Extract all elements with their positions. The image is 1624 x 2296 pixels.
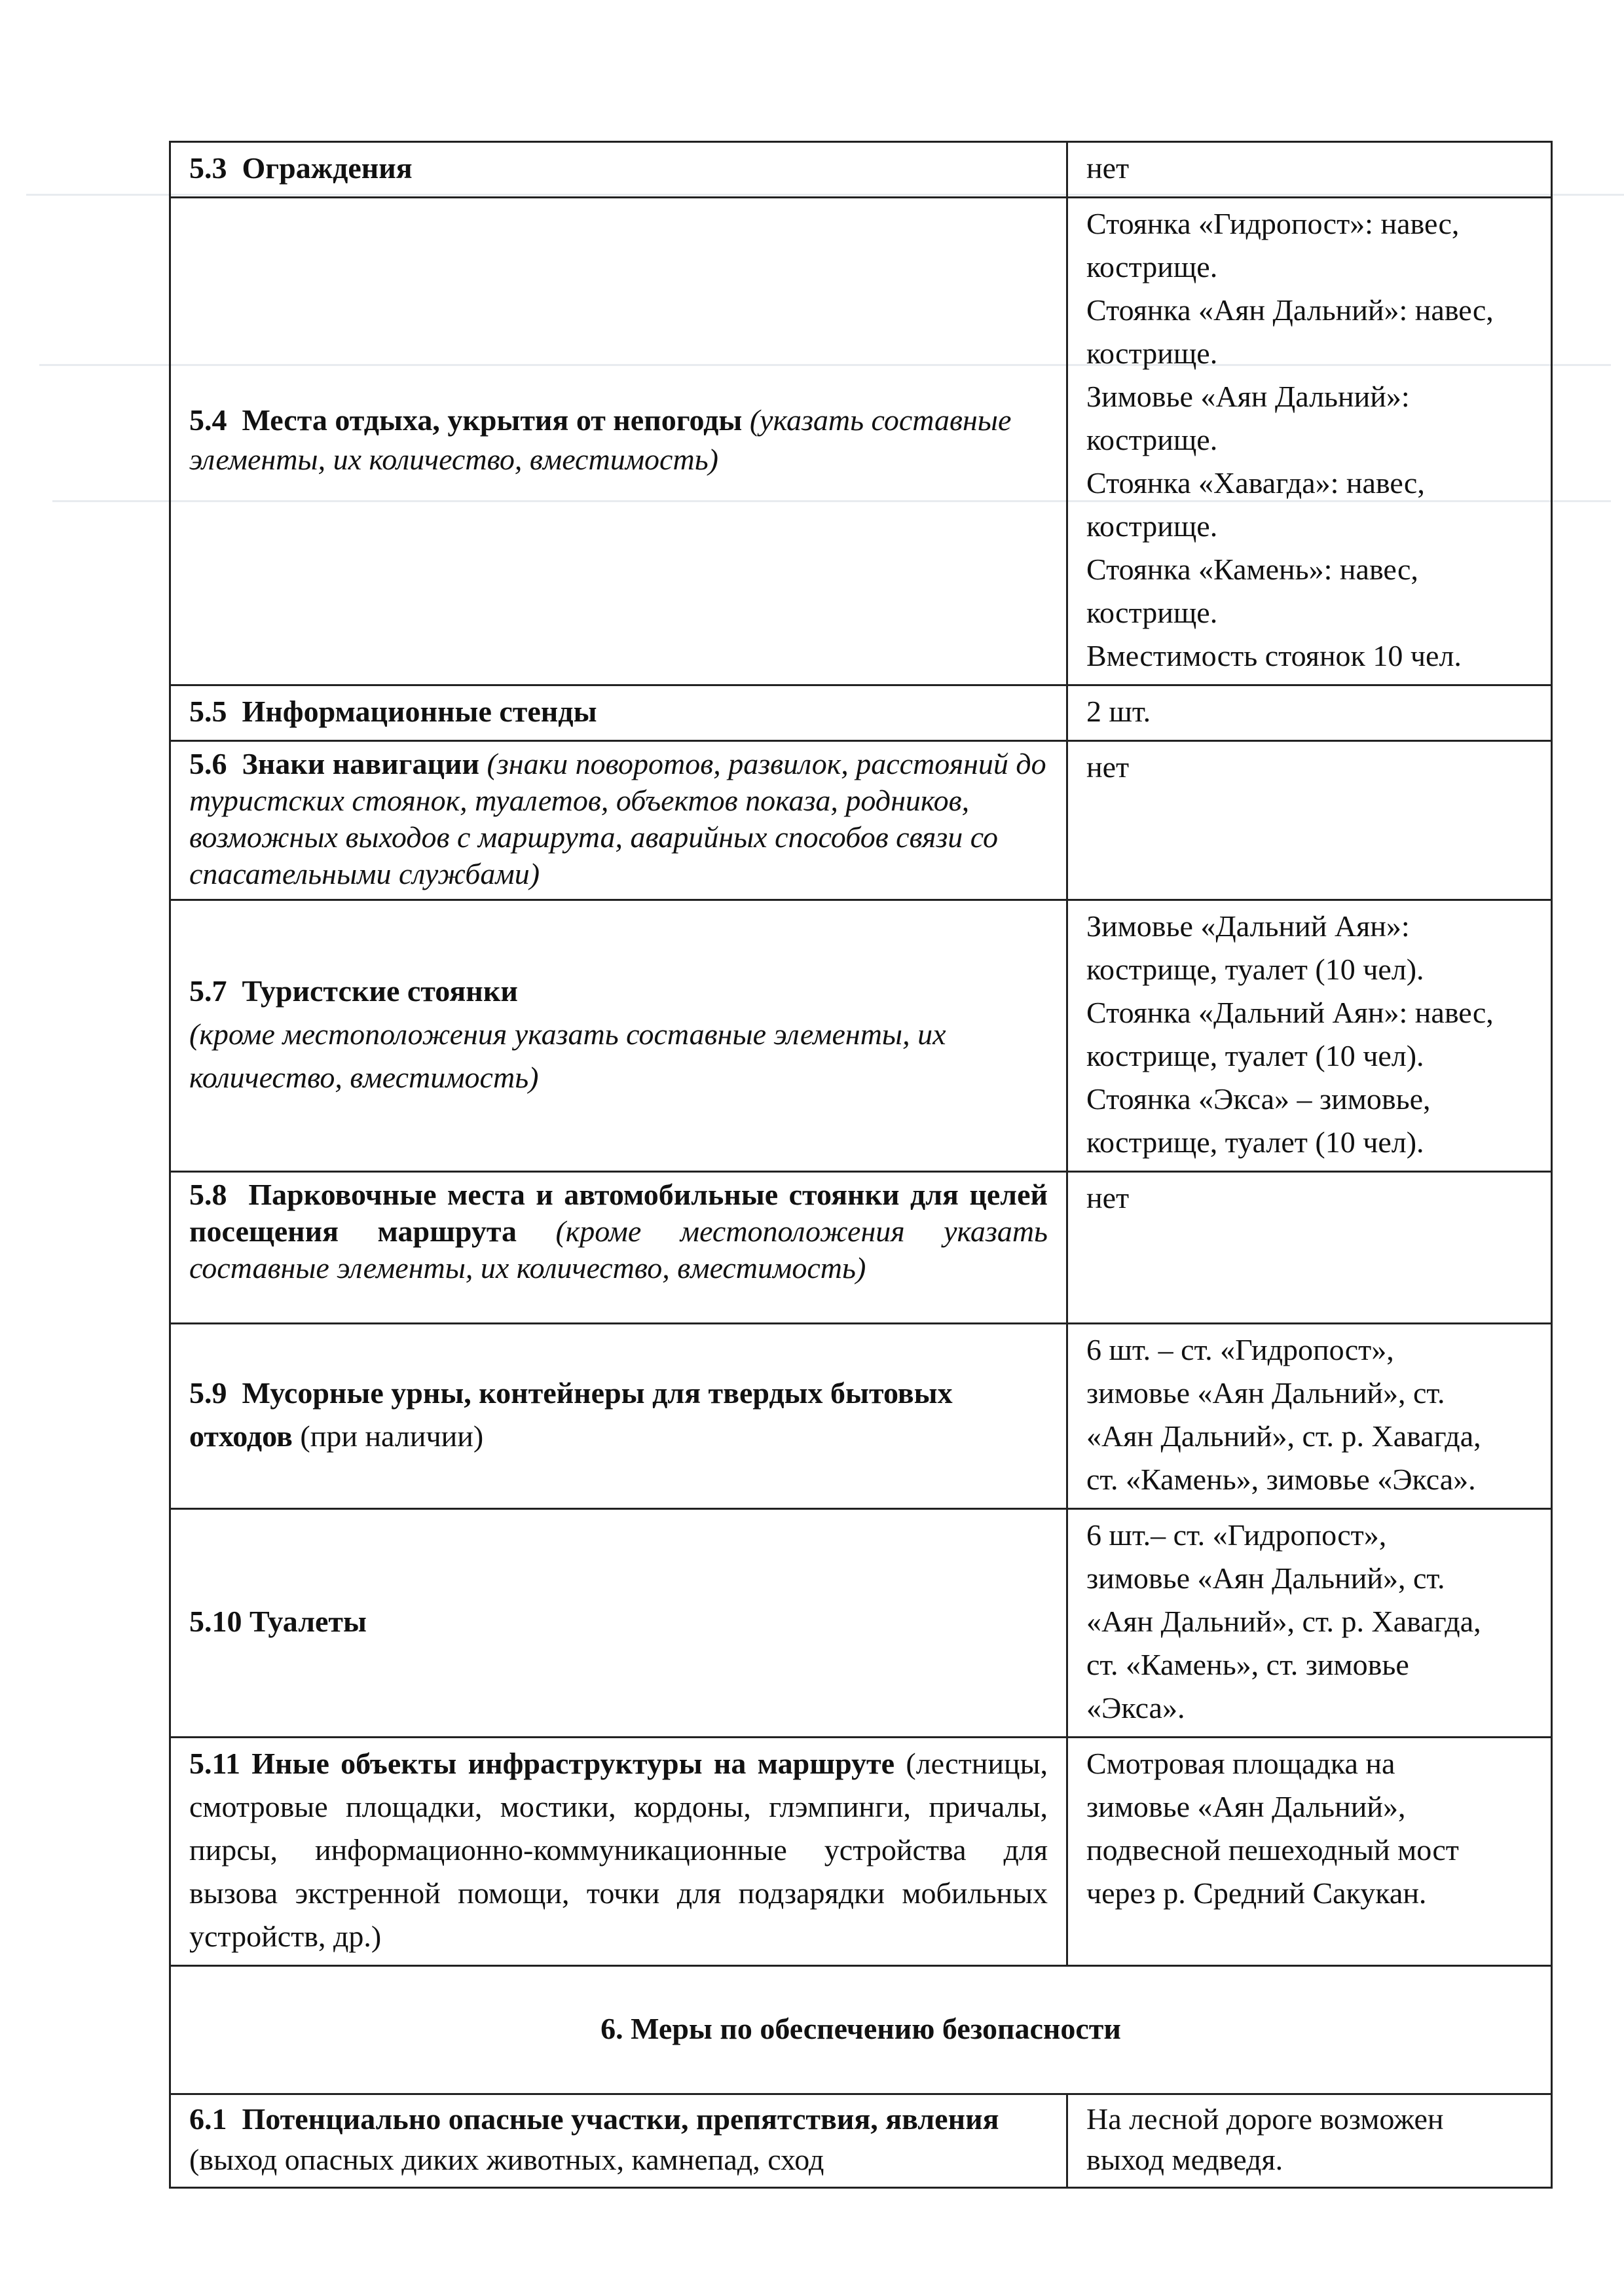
table-row <box>170 1324 1552 1509</box>
value-line: «Аян Дальний», ст. р. Хавагда, <box>1086 1419 1481 1453</box>
table-row <box>170 198 1552 685</box>
value-line: Стоянка «Дальний Аян»: навес, <box>1086 996 1494 1029</box>
row-label-cell <box>170 741 1067 900</box>
value-line: нет <box>1086 151 1130 185</box>
row-label-cell <box>170 1738 1067 1966</box>
row-label-cell <box>170 198 1067 685</box>
row-note: (указать составные элементы, их количество, вместимость) <box>189 403 1012 476</box>
row-value-cell <box>1067 1172 1552 1324</box>
row-label-cell <box>170 142 1067 198</box>
row-number: 6.1 <box>189 2102 227 2136</box>
row-number: 5.10 <box>189 1605 242 1638</box>
table-row <box>170 1509 1552 1738</box>
value-line: «Аян Дальний», ст. р. Хавагда, <box>1086 1605 1481 1638</box>
value-line: кострище, туалет (10 чел). <box>1086 953 1424 986</box>
row-label-cell <box>170 1324 1067 1509</box>
value-line: Стоянка «Камень»: навес, <box>1086 553 1418 586</box>
row-number: 5.7 <box>189 974 227 1008</box>
row-value-cell <box>1067 1324 1552 1509</box>
row-number: 5.9 <box>189 1376 227 1410</box>
value-line: Стоянка «Хавагда»: навес, <box>1086 466 1425 500</box>
table-row <box>170 685 1552 741</box>
row-note: (при наличии) <box>300 1419 484 1453</box>
value-line: нет <box>1086 750 1130 784</box>
value-line: 6 шт.– ст. «Гидропост», <box>1086 1518 1387 1552</box>
value-line: кострище. <box>1086 337 1218 370</box>
value-line: 6 шт. – ст. «Гидропост», <box>1086 1333 1394 1366</box>
row-value-cell <box>1067 900 1552 1172</box>
value-line: На лесной дороге возможен <box>1086 2102 1444 2136</box>
row-value-cell <box>1067 198 1552 685</box>
value-line: 2 шт. <box>1086 695 1151 728</box>
value-line: Зимовье «Дальний Аян»: <box>1086 909 1410 943</box>
section-heading-row <box>170 1966 1552 2094</box>
row-title: Потенциально опасные участки, препятствия, явления <box>242 2102 999 2136</box>
row-number: 5.6 <box>189 747 227 780</box>
row-number: 5.8 <box>189 1178 227 1211</box>
value-line: через р. Средний Сакукан. <box>1086 1876 1427 1910</box>
value-line: ст. «Камень», ст. зимовье <box>1086 1648 1409 1681</box>
row-number: 5.4 <box>189 403 227 437</box>
row-note: (лестницы, смотровые площадки, мостики, кордоны, глэмпинги, причалы, пирсы, информационно-коммуникационные устройства для вызова экстренной помощи, точки для подзарядки мобильных устройств, др.) <box>189 1747 1048 1953</box>
row-title: Ограждения <box>242 151 413 185</box>
table-row <box>170 900 1552 1172</box>
value-line: Зимовье «Аян Дальний»: <box>1086 380 1410 413</box>
table-row <box>170 2094 1552 2188</box>
value-line: Смотровая площадка на <box>1086 1747 1395 1780</box>
value-line: кострище, туалет (10 чел). <box>1086 1039 1424 1072</box>
row-value-cell <box>1067 1738 1552 1966</box>
value-line: кострище. <box>1086 509 1218 543</box>
row-title: Иные объекты инфраструктуры на маршруте <box>251 1747 895 1780</box>
value-line: Стоянка «Экса» – зимовье, <box>1086 1082 1431 1116</box>
value-line: Стоянка «Аян Дальний»: навес, <box>1086 293 1494 327</box>
row-number: 5.3 <box>189 151 227 185</box>
row-label-cell <box>170 1509 1067 1738</box>
infrastructure-table <box>169 141 1553 2189</box>
value-line: Стоянка «Гидропост»: навес, <box>1086 207 1460 240</box>
value-line: ст. «Камень», зимовье «Экса». <box>1086 1463 1476 1496</box>
value-line: кострище. <box>1086 596 1218 629</box>
row-title: Места отдыха, укрытия от непогоды <box>242 403 743 437</box>
row-title: Знаки навигации <box>242 747 480 780</box>
value-line: зимовье «Аян Дальний», <box>1086 1790 1406 1823</box>
row-note: (кроме местоположения указать составные элементы, их количество, вместимость) <box>189 1214 1048 1285</box>
row-title: Парковочные места и автомобильные стоянки для целей посещения маршрута <box>189 1178 1048 1248</box>
section-heading: 6. Меры по обеспечению безопасности <box>170 1966 1552 2094</box>
row-label-cell <box>170 2094 1067 2188</box>
value-line: кострище, туалет (10 чел). <box>1086 1125 1424 1159</box>
row-note: (кроме местоположения указать составные элементы, их количество, вместимость) <box>189 1017 946 1094</box>
row-title: Информационные стенды <box>242 695 597 728</box>
row-note: (выход опасных диких животных, камнепад, сход <box>189 2143 824 2176</box>
value-line: кострище. <box>1086 423 1218 456</box>
row-label-cell <box>170 685 1067 741</box>
value-line: подвесной пешеходный мост <box>1086 1833 1459 1867</box>
row-value-cell <box>1067 741 1552 900</box>
table-row <box>170 1738 1552 1966</box>
row-value-cell <box>1067 2094 1552 2188</box>
row-title: Туалеты <box>249 1605 367 1638</box>
value-line: кострище. <box>1086 250 1218 283</box>
table-row <box>170 142 1552 198</box>
value-line: зимовье «Аян Дальний», ст. <box>1086 1376 1445 1410</box>
row-number: 5.11 <box>189 1747 240 1780</box>
row-label-cell <box>170 1172 1067 1324</box>
row-title: Мусорные урны, контейнеры для твердых бытовых отходов <box>189 1376 953 1453</box>
row-value-cell <box>1067 685 1552 741</box>
value-line: нет <box>1086 1181 1130 1214</box>
table-row <box>170 1172 1552 1324</box>
value-line: Вместимость стоянок 10 чел. <box>1086 639 1462 672</box>
row-value-cell <box>1067 142 1552 198</box>
row-value-cell <box>1067 1509 1552 1738</box>
table-row <box>170 741 1552 900</box>
row-number: 5.5 <box>189 695 227 728</box>
row-title: Туристские стоянки <box>242 974 518 1008</box>
value-line: выход медведя. <box>1086 2143 1283 2176</box>
value-line: зимовье «Аян Дальний», ст. <box>1086 1561 1445 1595</box>
row-note: (знаки поворотов, развилок, расстояний до туристских стоянок, туалетов, объектов показа, родников, возможных выходов с маршрута, аварийных способов связи со спасательными службами) <box>189 747 1046 890</box>
row-label-cell <box>170 900 1067 1172</box>
value-line: «Экса». <box>1086 1691 1185 1724</box>
